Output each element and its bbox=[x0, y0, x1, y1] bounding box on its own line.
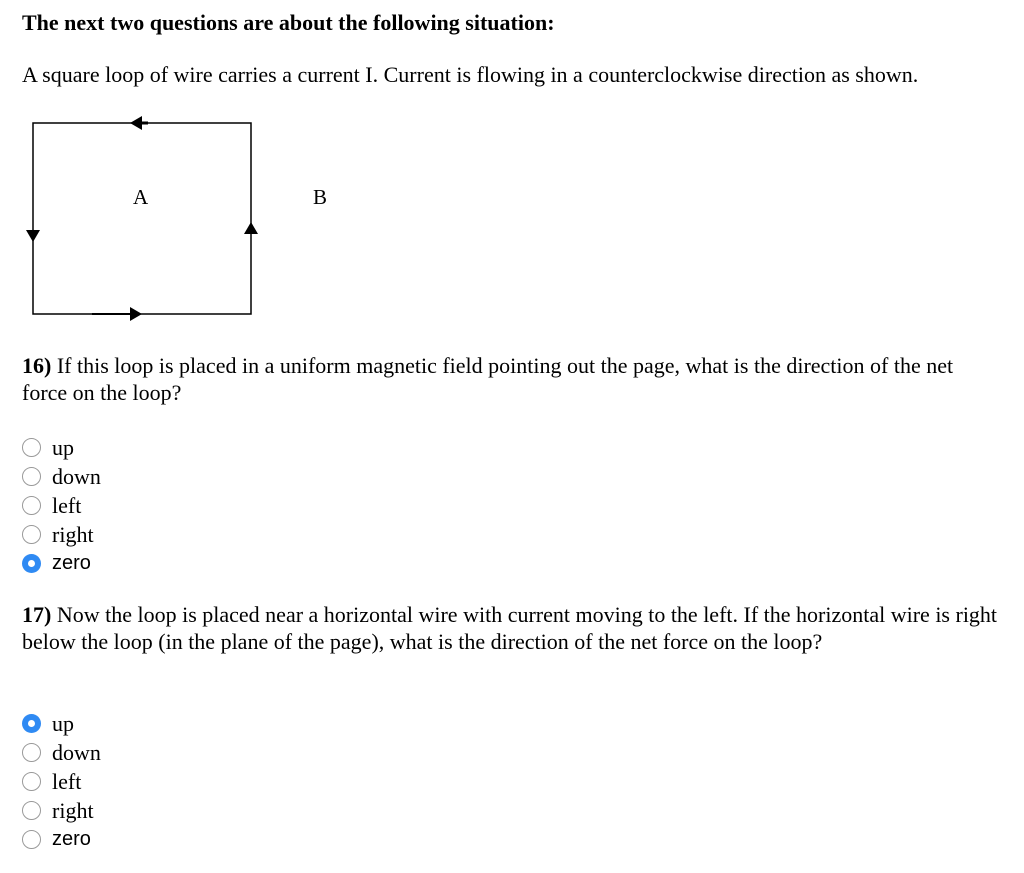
q17-option-down-label: down bbox=[52, 740, 101, 765]
section-heading: The next two questions are about the following situation: bbox=[22, 10, 555, 35]
q16-option-right[interactable] bbox=[22, 520, 101, 549]
q16-option-up-label: up bbox=[52, 435, 74, 460]
question-17-number: 17) bbox=[22, 602, 52, 627]
q17-option-right-label: right bbox=[52, 798, 94, 823]
q16-option-right-label: right bbox=[52, 522, 94, 547]
q16-option-zero[interactable] bbox=[22, 549, 101, 578]
q16-radio-zero[interactable] bbox=[22, 554, 41, 573]
q16-radio-right[interactable] bbox=[22, 525, 41, 544]
q16-option-up[interactable] bbox=[22, 433, 101, 462]
question-16 bbox=[22, 352, 1002, 406]
q16-option-zero-label: zero bbox=[52, 552, 91, 574]
q17-option-up[interactable] bbox=[22, 709, 101, 738]
q17-radio-zero[interactable] bbox=[22, 830, 41, 849]
loop-diagram bbox=[20, 112, 340, 332]
q17-radio-left[interactable] bbox=[22, 772, 41, 791]
q16-option-down[interactable] bbox=[22, 462, 101, 491]
wire-loop bbox=[33, 123, 251, 314]
q16-option-left-label: left bbox=[52, 493, 82, 518]
q17-option-zero[interactable] bbox=[22, 825, 101, 854]
question-17-text: Now the loop is placed near a horizontal wire with current moving to the left. If the horizontal wire is right below the loop (in the plane of the page), what is the direction of the net force on the loop? bbox=[22, 602, 998, 654]
question-16-text: If this loop is placed in a uniform magnetic field pointing out the page, what is the direction of the net force on the loop? bbox=[22, 353, 954, 405]
point-b-label: B bbox=[313, 185, 328, 209]
q16-radio-up[interactable] bbox=[22, 438, 41, 457]
point-a-label: A bbox=[133, 185, 149, 209]
q17-option-left[interactable] bbox=[22, 767, 101, 796]
situation-description: A square loop of wire carries a current I. Current is flowing in a counterclockwise direction as shown. bbox=[22, 62, 919, 87]
q17-option-right[interactable] bbox=[22, 796, 101, 825]
square-loop-figure bbox=[20, 112, 340, 332]
q17-option-zero-label: zero bbox=[52, 828, 91, 850]
q17-radio-up[interactable] bbox=[22, 714, 41, 733]
question-17 bbox=[22, 601, 1002, 655]
arrow-left-down bbox=[26, 230, 40, 242]
q16-option-left[interactable] bbox=[22, 491, 101, 520]
q16-radio-down[interactable] bbox=[22, 467, 41, 486]
question-16-options bbox=[22, 433, 101, 578]
q17-option-left-label: left bbox=[52, 769, 82, 794]
q16-option-down-label: down bbox=[52, 464, 101, 489]
q17-option-up-label: up bbox=[52, 711, 74, 736]
question-16-number: 16) bbox=[22, 353, 52, 378]
q17-radio-down[interactable] bbox=[22, 743, 41, 762]
q17-option-down[interactable] bbox=[22, 738, 101, 767]
arrow-right-up bbox=[244, 222, 258, 234]
question-17-options bbox=[22, 709, 101, 854]
q17-radio-right[interactable] bbox=[22, 801, 41, 820]
q16-radio-left[interactable] bbox=[22, 496, 41, 515]
